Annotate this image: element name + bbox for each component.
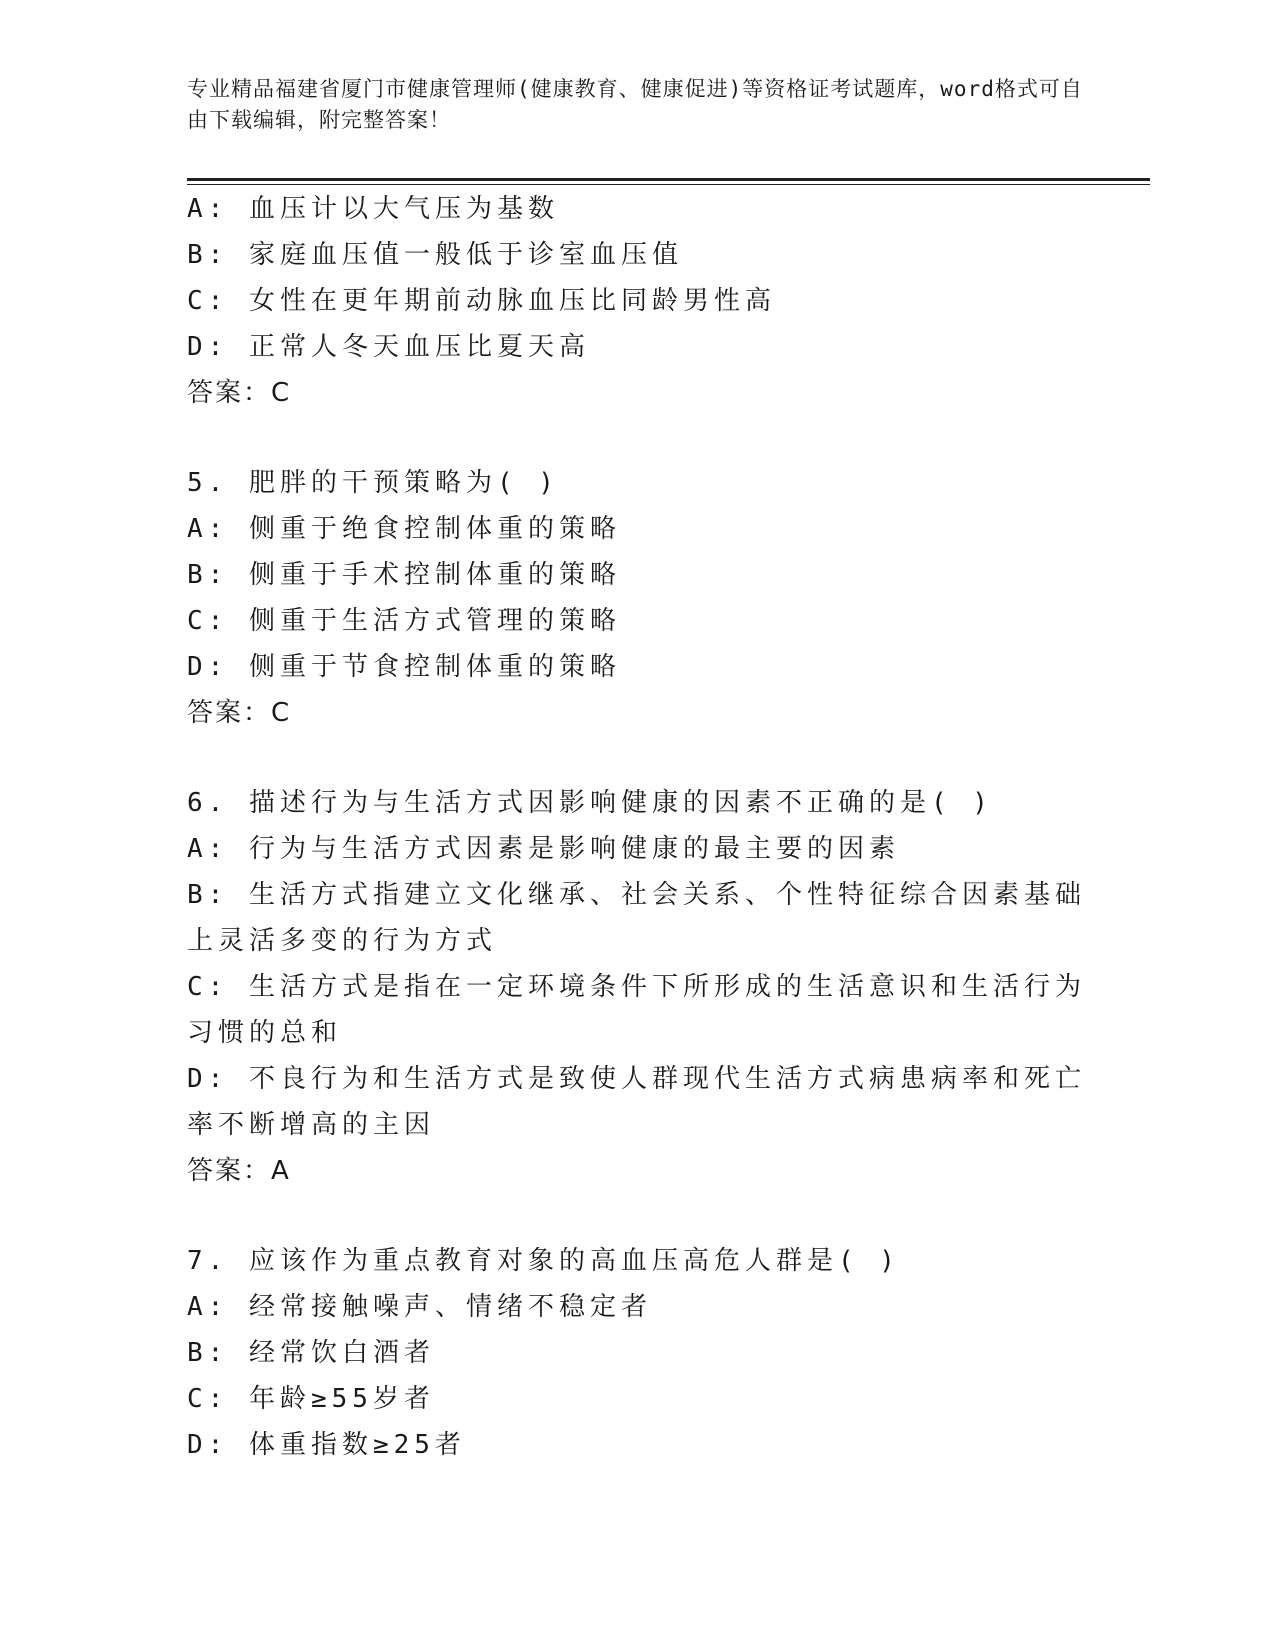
spacer [187, 1194, 1087, 1238]
option-c: C: 年龄≥55岁者 [187, 1384, 435, 1414]
question-text: 5. 肥胖的干预策略为( ) [187, 468, 559, 498]
option-d: D: 正常人冬天血压比夏天高 [187, 332, 590, 362]
question-content [187, 186, 1087, 1468]
option-b: B: 侧重于手术控制体重的策略 [187, 560, 621, 590]
option-b: B: 家庭血压值一般低于诊室血压值 [187, 240, 683, 270]
spacer [187, 416, 1087, 460]
header-divider-thick [187, 178, 1150, 181]
question-text: 6. 描述行为与生活方式因影响健康的因素不正确的是( ) [187, 788, 993, 818]
question-5 [187, 460, 1087, 736]
header-text: 专业精品福建省厦门市健康管理师(健康教育、健康促进)等资格证考试题库，word格式可自由下载编辑，附完整答案！ [187, 77, 1083, 132]
option-a: A: 血压计以大气压为基数 [187, 194, 559, 224]
option-d: D: 不良行为和生活方式是致使人群现代生活方式病患病率和死亡率不断增高的主因 [187, 1064, 1086, 1140]
document-header [187, 74, 1087, 136]
question-6 [187, 780, 1087, 1194]
option-c: C: 生活方式是指在一定环境条件下所形成的生活意识和生活行为习惯的总和 [187, 972, 1086, 1048]
option-b: B: 生活方式指建立文化继承、社会关系、个性特征综合因素基础上灵活多变的行为方式 [187, 880, 1086, 956]
option-c: C: 女性在更年期前动脉血压比同龄男性高 [187, 286, 776, 316]
question-4 [187, 186, 1087, 416]
option-a: A: 行为与生活方式因素是影响健康的最主要的因素 [187, 834, 900, 864]
option-d: D: 体重指数≥25者 [187, 1430, 466, 1460]
option-d: D: 侧重于节食控制体重的策略 [187, 652, 621, 682]
option-a: A: 侧重于绝食控制体重的策略 [187, 514, 621, 544]
header-divider-thin [187, 184, 1150, 185]
spacer [187, 736, 1087, 780]
question-text: 7. 应该作为重点教育对象的高血压高危人群是( ) [187, 1246, 900, 1276]
answer: 答案：C [187, 378, 292, 408]
answer: 答案：C [187, 698, 292, 728]
answer: 答案：A [187, 1156, 291, 1186]
question-7 [187, 1238, 1087, 1468]
option-a: A: 经常接触噪声、情绪不稳定者 [187, 1292, 652, 1322]
option-b: B: 经常饮白酒者 [187, 1338, 435, 1368]
option-c: C: 侧重于生活方式管理的策略 [187, 606, 621, 636]
